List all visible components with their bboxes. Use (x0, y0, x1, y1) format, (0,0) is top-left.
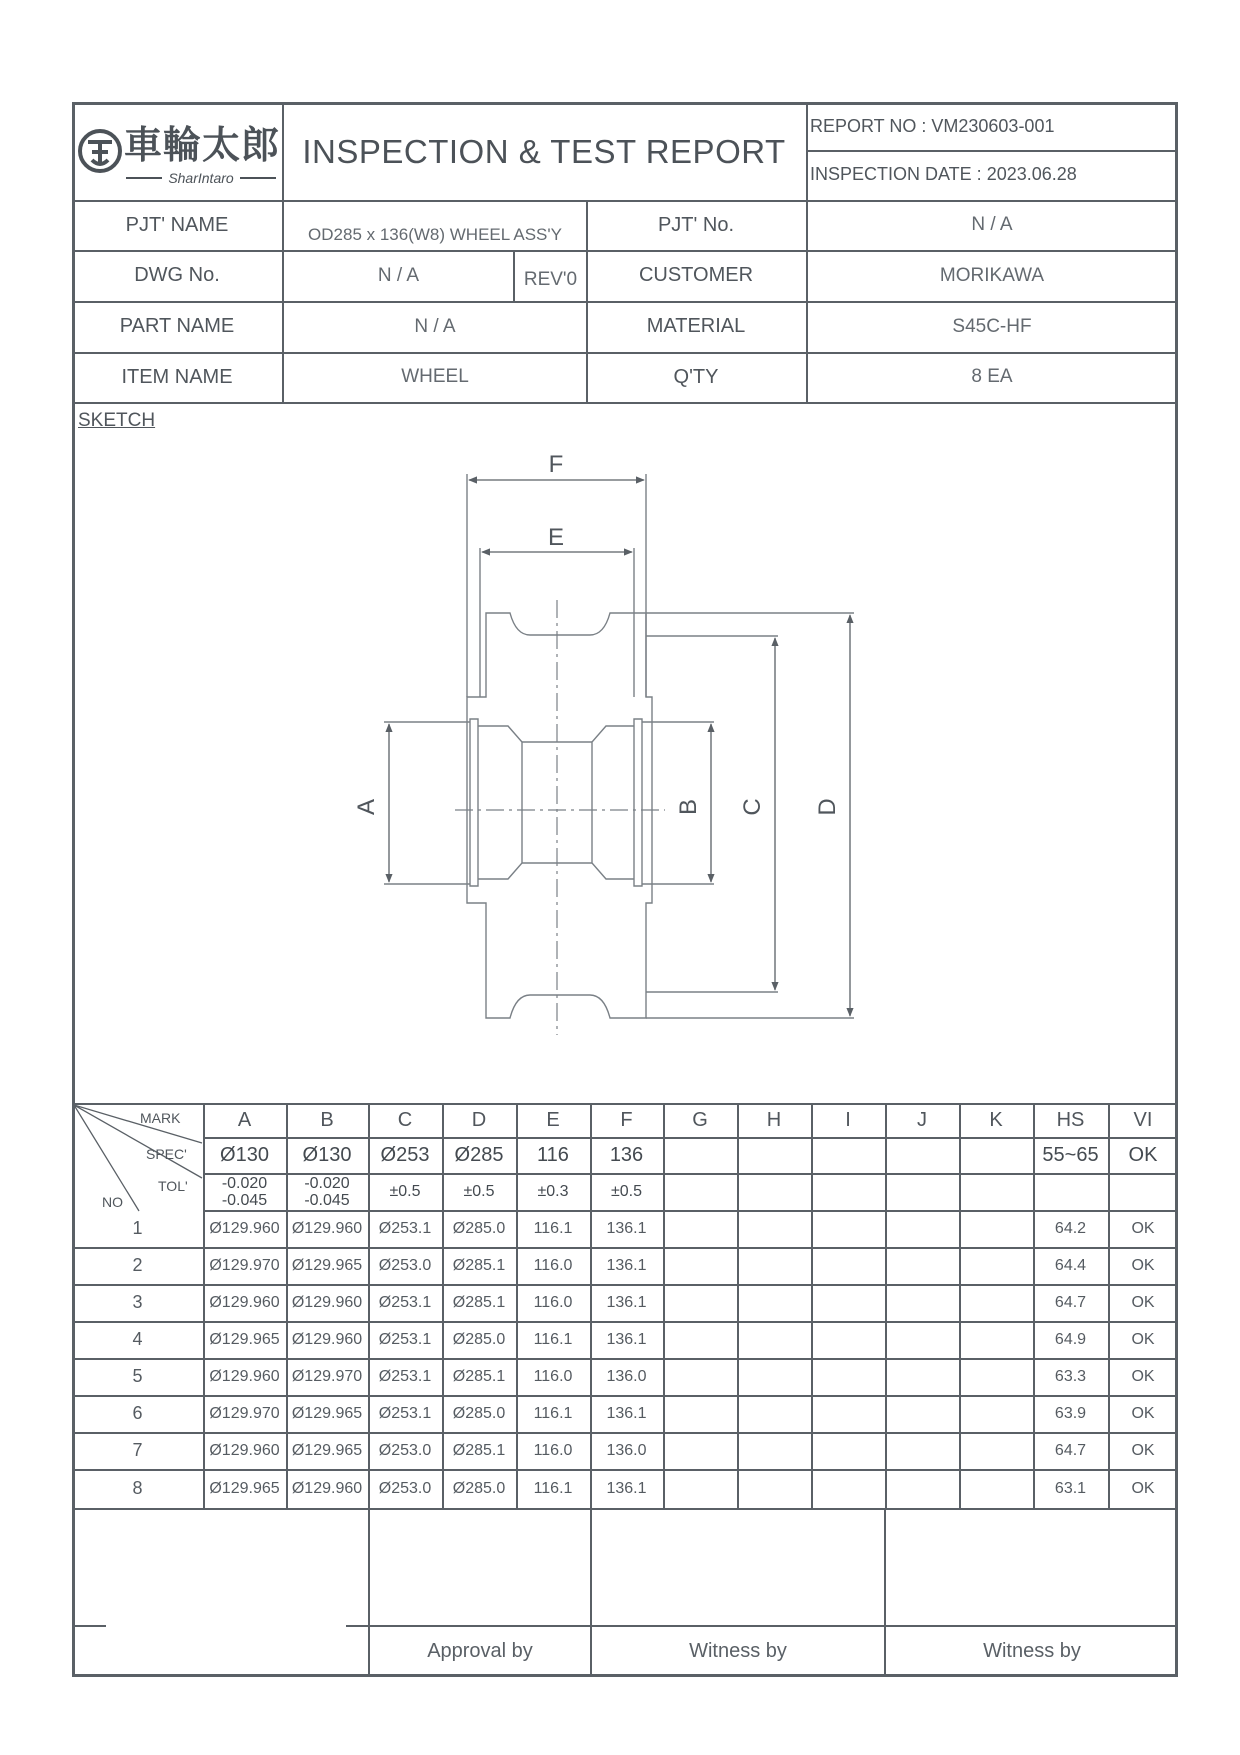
table-cell (811, 1284, 885, 1321)
column-spec (737, 1137, 811, 1173)
table-cell: Ø129.970 (209, 1256, 280, 1274)
table-cell: Ø285.1 (452, 1293, 506, 1311)
table-cell (959, 1284, 1033, 1321)
part-name-value: N / A (414, 315, 456, 337)
table-cell: Ø253.1 (378, 1219, 432, 1237)
table-cell (737, 1284, 811, 1321)
column-mark: A (237, 1108, 252, 1131)
sketch-label: SKETCH (78, 410, 156, 431)
table-cell: 64.4 (1054, 1256, 1087, 1274)
table-cell (737, 1395, 811, 1432)
table-cell (663, 1210, 737, 1247)
table-cell: Ø285.0 (452, 1479, 506, 1497)
column-tolerance (286, 1173, 368, 1210)
table-cell (737, 1469, 811, 1508)
row-number: 6 (132, 1403, 143, 1423)
tolerance-value: -0.020 (304, 1174, 350, 1192)
column-tolerance (737, 1173, 811, 1210)
table-cell: Ø285.0 (452, 1404, 506, 1422)
column-spec (811, 1137, 885, 1173)
table-cell: Ø129.960 (209, 1293, 280, 1311)
row-number: 4 (132, 1329, 143, 1349)
table-cell: 64.9 (1054, 1330, 1087, 1348)
table-cell: 136.0 (606, 1367, 647, 1385)
report-no: REPORT NO : VM230603-001 (810, 116, 1055, 136)
material-value: S45C-HF (952, 315, 1032, 337)
column-mark: HS (1056, 1108, 1085, 1131)
column-spec: 116 (537, 1143, 569, 1166)
column-spec: 136 (609, 1143, 644, 1166)
table-cell (811, 1321, 885, 1358)
dim-label-d: D (814, 798, 841, 816)
table-cell: 136.1 (606, 1479, 647, 1497)
dwg-no-value: N / A (377, 264, 420, 286)
column-mark: I (845, 1108, 851, 1131)
witness-label-2: Witness by (983, 1639, 1081, 1662)
table-cell: OK (1131, 1441, 1155, 1459)
rev-value: REV'0 (523, 268, 578, 290)
no-header-label: NO (102, 1194, 123, 1210)
logo-name: 車輪太郎 (124, 122, 281, 167)
table-cell: 116.0 (533, 1367, 573, 1385)
table-cell (885, 1247, 959, 1284)
table-cell: Ø129.965 (291, 1404, 363, 1422)
column-tolerance (1108, 1173, 1178, 1210)
table-cell (737, 1247, 811, 1284)
column-spec (885, 1137, 959, 1173)
column-spec: Ø130 (302, 1143, 352, 1166)
table-cell: 116.1 (533, 1219, 573, 1237)
row-number: 8 (132, 1478, 143, 1498)
dim-label-c: C (739, 798, 766, 816)
qty-label: Q'TY (673, 365, 719, 388)
table-cell (737, 1358, 811, 1395)
table-cell (811, 1210, 885, 1247)
logo-sub: SharIntaro (126, 170, 276, 186)
table-cell: 136.1 (606, 1256, 647, 1274)
column-tolerance (811, 1173, 885, 1210)
table-cell (663, 1432, 737, 1469)
table-cell: 63.1 (1054, 1479, 1087, 1497)
table-cell (663, 1395, 737, 1432)
table-cell (663, 1321, 737, 1358)
pjt-no-label: PJT' No. (657, 213, 735, 236)
tolerance-value: ±0.5 (389, 1183, 421, 1200)
table-cell: 136.1 (606, 1219, 647, 1237)
table-cell: 64.7 (1054, 1441, 1087, 1459)
pjt-name-label: PJT' NAME (125, 213, 229, 236)
table-cell (663, 1358, 737, 1395)
table-cell: Ø129.960 (209, 1367, 280, 1385)
row-number: 7 (132, 1440, 143, 1460)
table-cell: OK (1131, 1367, 1155, 1385)
tol-header-label: TOL' (158, 1178, 188, 1194)
column-spec (663, 1137, 737, 1173)
table-cell: 64.7 (1054, 1293, 1087, 1311)
table-cell (885, 1210, 959, 1247)
table-cell: 136.1 (606, 1293, 647, 1311)
column-tolerance (203, 1173, 286, 1210)
dim-label-a: A (353, 798, 380, 816)
tolerance-value: ±0.5 (610, 1183, 643, 1200)
table-cell (885, 1284, 959, 1321)
column-tolerance (959, 1173, 1033, 1210)
table-cell: OK (1131, 1293, 1155, 1311)
table-cell: Ø253.1 (378, 1330, 432, 1348)
tolerance-value: -0.045 (304, 1191, 350, 1209)
table-cell: 64.2 (1054, 1219, 1087, 1237)
dim-label-f: F (548, 451, 564, 478)
column-mark: J (917, 1108, 927, 1131)
column-spec: 55~65 (1042, 1143, 1099, 1166)
table-cell (885, 1321, 959, 1358)
tolerance-value: ±0.5 (463, 1183, 495, 1200)
table-cell (885, 1469, 959, 1508)
table-cell (811, 1247, 885, 1284)
table-cell: Ø253.1 (378, 1404, 432, 1422)
column-spec: Ø130 (220, 1143, 269, 1166)
part-name-label: PART NAME (119, 315, 235, 337)
table-cell: Ø129.970 (291, 1367, 363, 1385)
column-tolerance (885, 1173, 959, 1210)
table-cell: Ø285.0 (452, 1219, 506, 1237)
table-cell: Ø129.960 (291, 1479, 363, 1497)
customer-value: MORIKAWA (939, 264, 1045, 286)
spec-header-label: SPEC' (146, 1146, 187, 1162)
table-cell: Ø129.960 (209, 1441, 280, 1459)
table-cell (885, 1395, 959, 1432)
table-cell: Ø285.0 (452, 1330, 506, 1348)
witness-label-1: Witness by (689, 1639, 787, 1662)
page-title: INSPECTION & TEST REPORT (302, 133, 786, 170)
table-cell (959, 1247, 1033, 1284)
column-mark: K (989, 1108, 1003, 1131)
pjt-no-value: N / A (971, 214, 1013, 235)
table-cell (737, 1321, 811, 1358)
table-cell (663, 1284, 737, 1321)
row-number: 5 (132, 1366, 143, 1386)
table-cell: Ø253.0 (378, 1441, 432, 1459)
approval-label: Approval by (427, 1639, 533, 1662)
table-cell: 136.1 (606, 1404, 647, 1422)
item-name-label: ITEM NAME (121, 365, 233, 388)
column-mark: B (320, 1108, 334, 1131)
tolerance-value: -0.020 (221, 1174, 268, 1192)
table-cell (737, 1210, 811, 1247)
table-cell (811, 1469, 885, 1508)
table-cell: 136.0 (606, 1441, 647, 1459)
table-cell: Ø253.0 (378, 1256, 432, 1274)
table-cell: Ø129.970 (209, 1404, 280, 1422)
table-cell (959, 1358, 1033, 1395)
table-cell: OK (1131, 1219, 1155, 1237)
customer-label: CUSTOMER (638, 264, 754, 286)
column-mark: F (620, 1108, 633, 1131)
table-cell: Ø129.960 (291, 1293, 363, 1311)
mark-header-label: MARK (140, 1110, 181, 1126)
table-cell (811, 1432, 885, 1469)
column-spec: Ø285 (454, 1143, 504, 1166)
table-cell: 116.0 (533, 1293, 573, 1311)
table-cell (959, 1469, 1033, 1508)
dim-label-e: E (547, 524, 565, 551)
item-name-value: WHEEL (401, 366, 469, 387)
table-cell: 116.1 (533, 1404, 573, 1422)
table-cell (959, 1321, 1033, 1358)
table-cell: Ø129.965 (209, 1330, 280, 1348)
table-cell: Ø285.1 (452, 1441, 506, 1459)
table-cell: OK (1131, 1256, 1155, 1274)
table-cell (663, 1247, 737, 1284)
table-cell: Ø129.965 (291, 1441, 363, 1459)
table-cell: 116.1 (533, 1479, 573, 1497)
table-cell (811, 1358, 885, 1395)
table-cell (959, 1432, 1033, 1469)
column-mark: H (766, 1108, 782, 1131)
column-mark: C (397, 1108, 413, 1131)
tolerance-value: ±0.3 (537, 1183, 569, 1200)
table-cell (663, 1469, 737, 1508)
row-number: 3 (132, 1292, 143, 1312)
table-cell: OK (1131, 1330, 1155, 1348)
table-cell: Ø129.965 (291, 1256, 363, 1274)
column-mark: G (692, 1108, 708, 1131)
table-cell: 116.1 (533, 1330, 573, 1348)
tolerance-value: -0.045 (221, 1191, 268, 1209)
column-tolerance (1033, 1173, 1108, 1210)
column-tolerance (368, 1173, 442, 1210)
column-tolerance (663, 1173, 737, 1210)
column-mark: VI (1133, 1108, 1153, 1131)
column-mark: D (471, 1108, 487, 1131)
table-cell: Ø253.0 (378, 1479, 432, 1497)
table-cell (737, 1432, 811, 1469)
column-spec (959, 1137, 1033, 1173)
table-cell: Ø129.960 (291, 1330, 363, 1348)
table-cell: Ø253.1 (378, 1367, 432, 1385)
material-label: MATERIAL (646, 315, 746, 337)
column-spec: OK (1128, 1143, 1158, 1166)
table-cell: Ø253.1 (378, 1293, 432, 1311)
table-cell: Ø129.960 (291, 1219, 363, 1237)
table-cell: OK (1131, 1479, 1155, 1497)
table-cell: 136.1 (606, 1330, 647, 1348)
table-cell: 63.3 (1054, 1367, 1087, 1385)
row-number: 2 (132, 1255, 143, 1275)
column-tolerance (442, 1173, 516, 1210)
table-cell: 116.0 (533, 1256, 573, 1274)
table-cell: Ø129.960 (209, 1219, 280, 1237)
table-cell (811, 1395, 885, 1432)
table-cell: 116.0 (533, 1441, 573, 1459)
table-cell: OK (1131, 1404, 1155, 1422)
table-cell: Ø285.1 (452, 1367, 506, 1385)
column-mark: E (546, 1108, 560, 1131)
dim-label-b: B (675, 798, 702, 816)
row-number: 1 (132, 1218, 143, 1238)
table-cell: 63.9 (1054, 1404, 1087, 1422)
column-tolerance (590, 1173, 663, 1210)
table-cell (959, 1395, 1033, 1432)
table-cell (885, 1358, 959, 1395)
table-cell: Ø129.965 (209, 1479, 280, 1497)
column-tolerance (516, 1173, 590, 1210)
column-spec: Ø253 (380, 1143, 430, 1166)
pjt-name-value: OD285 x 136(W8) WHEEL ASS'Y (308, 225, 562, 244)
qty-value: 8 EA (971, 366, 1013, 387)
inspection-date: INSPECTION DATE : 2023.06.28 (810, 164, 1077, 184)
table-cell (885, 1432, 959, 1469)
table-cell: Ø285.1 (452, 1256, 506, 1274)
table-cell (959, 1210, 1033, 1247)
dwg-no-label: DWG No. (134, 264, 220, 286)
